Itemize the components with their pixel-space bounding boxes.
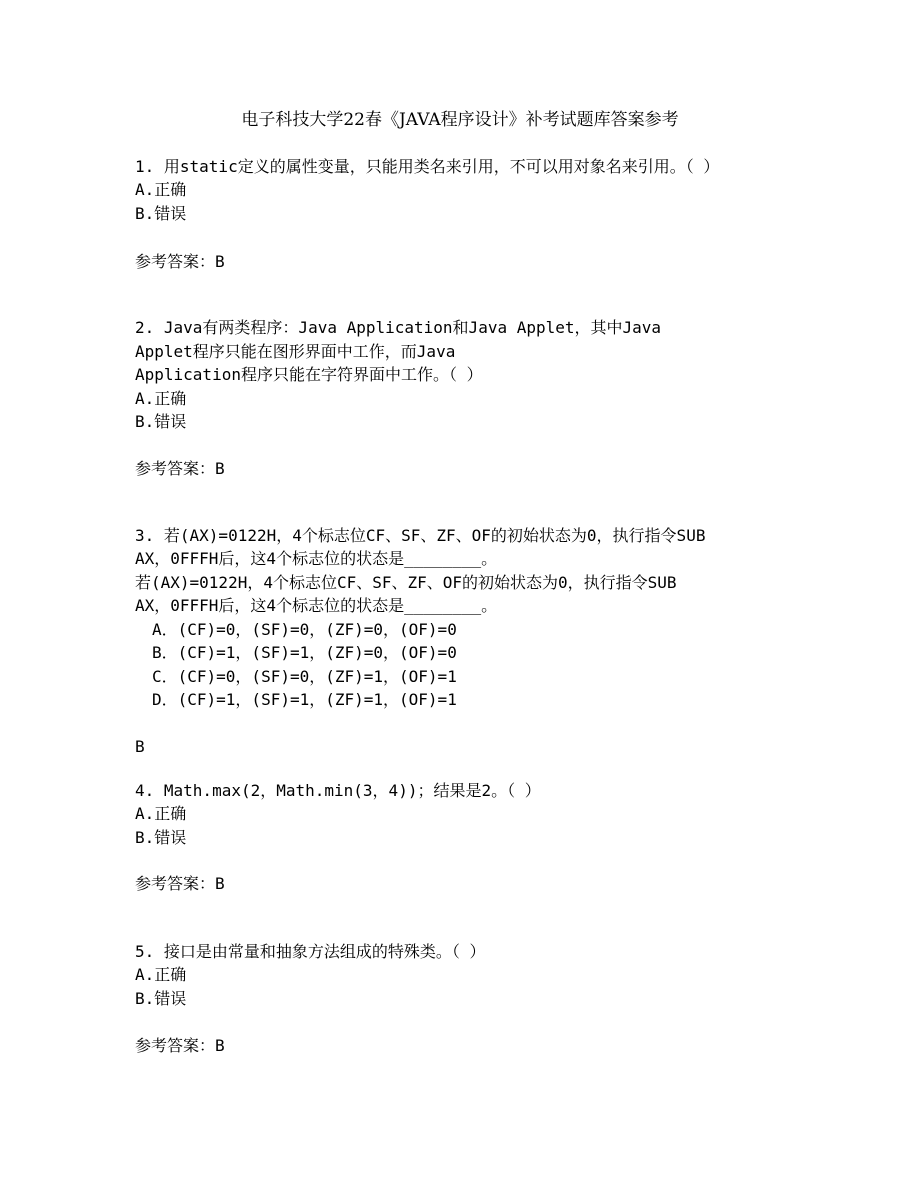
question-2-text-line-2: Applet程序只能在图形界面中工作，而Java bbox=[135, 342, 456, 361]
question-3-option-a: A．(CF)=0，(SF)=0，(ZF)=0，(OF)=0 bbox=[152, 620, 457, 639]
question-4-answer: 参考答案：B bbox=[135, 874, 225, 893]
document-title: 电子科技大学22春《JAVA程序设计》补考试题库答案参考 bbox=[241, 110, 679, 130]
question-4-text: 4. Math.max(2，Math.min(3，4))；结果是2。（ ） bbox=[135, 781, 541, 800]
question-3-option-b: B．(CF)=1，(SF)=1，(ZF)=0，(OF)=0 bbox=[152, 643, 457, 662]
question-3-option-d: D．(CF)=1，(SF)=1，(ZF)=1，(OF)=1 bbox=[152, 690, 457, 709]
question-2-option-a: A.正确 bbox=[135, 389, 187, 408]
question-2-answer: 参考答案：B bbox=[135, 459, 225, 478]
question-2-option-b: B.错误 bbox=[135, 412, 187, 431]
question-5-option-b: B.错误 bbox=[135, 989, 187, 1008]
question-5-option-a: A.正确 bbox=[135, 965, 187, 984]
question-3-answer: B bbox=[135, 737, 145, 756]
question-1-option-b: B.错误 bbox=[135, 204, 187, 223]
question-5-text: 5. 接口是由常量和抽象方法组成的特殊类。（ ） bbox=[135, 942, 486, 961]
question-4-option-b: B.错误 bbox=[135, 828, 187, 847]
question-4-option-a: A.正确 bbox=[135, 804, 187, 823]
question-1-text: 1. 用static定义的属性变量，只能用类名来引用，不可以用对象名来引用。（ ） bbox=[135, 157, 720, 176]
question-3-text-line-4: AX，0FFFH后，这4个标志位的状态是________。 bbox=[135, 596, 498, 615]
question-3-text-line-3: 若(AX)=0122H，4个标志位CF、SF、ZF、OF的初始状态为0，执行指令SUB bbox=[135, 573, 677, 592]
question-3-option-c: C．(CF)=0，(SF)=0，(ZF)=1，(OF)=1 bbox=[152, 667, 457, 686]
question-3-text-line-2: AX，0FFFH后，这4个标志位的状态是________。 bbox=[135, 549, 498, 568]
question-3-text-line-1: 3. 若(AX)=0122H，4个标志位CF、SF、ZF、OF的初始状态为0，执行指令SUB bbox=[135, 526, 706, 545]
question-2-text-line-3: Application程序只能在字符界面中工作。（ ） bbox=[135, 365, 483, 384]
question-2-text-line-1: 2. Java有两类程序：Java Application和Java Applet，其中Java bbox=[135, 318, 662, 337]
question-1-option-a: A.正确 bbox=[135, 180, 187, 199]
question-1-answer: 参考答案：B bbox=[135, 252, 225, 271]
question-5-answer: 参考答案：B bbox=[135, 1036, 225, 1055]
